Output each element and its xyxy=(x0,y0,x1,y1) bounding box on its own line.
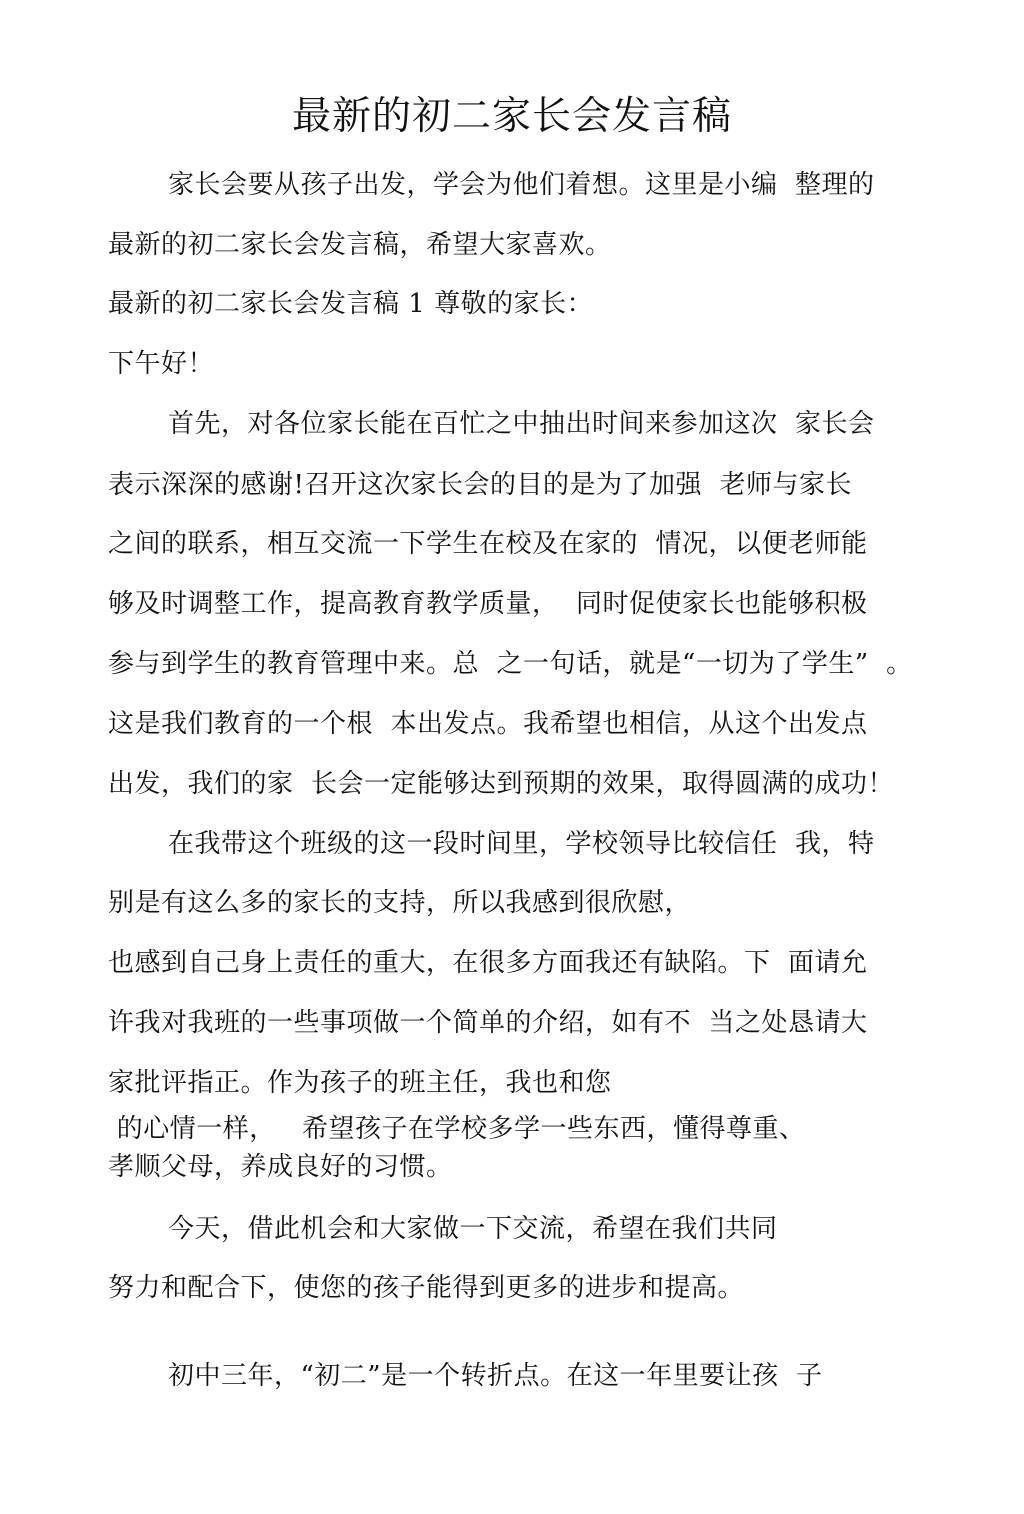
text-line: 初中三年，“初二”是一个转折点。在这一年里要让孩 子 xyxy=(168,1361,823,1391)
text-line: 的心情一样， 希望孩子在学校多学一些东西，懂得尊重、 xyxy=(108,1114,806,1144)
text-line: 家批评指正。作为孩子的班主任，我也和您 xyxy=(108,1068,612,1098)
text-line: 也感到自己身上责任的重大，在很多方面我还有缺陷。下 面请允 xyxy=(108,948,868,978)
text-line: 许我对我班的一些事项做一个简单的介绍，如有不 当之处恳请大 xyxy=(108,1008,868,1038)
text-line: 努力和配合下，使您的孩子能得到更多的进步和提高。 xyxy=(108,1273,745,1303)
text-line: 参与到学生的教育管理中来。总 之一句话，就是“一切为了学生” 。 xyxy=(108,649,913,679)
text-line: 最新的初二家长会发言稿，希望大家喜欢。 xyxy=(108,230,612,260)
text-line: 孝顺父母，养成良好的习惯。 xyxy=(108,1152,453,1182)
text-line: 够及时调整工作，提高教育教学质量， 同时促使家长也能够积极 xyxy=(108,589,868,619)
text-line: 别是有这么多的家长的支持，所以我感到很欣慰， xyxy=(108,888,692,918)
text-line: 今天，借此机会和大家做一下交流，希望在我们共同 xyxy=(168,1214,778,1244)
text-line: 表示深深的感谢!召开这次家长会的目的是为了加强 老师与家长 xyxy=(108,470,852,500)
text-line: 这是我们教育的一个根 本出发点。我希望也相信，从这个出发点 xyxy=(108,709,868,739)
text-line: 出发，我们的家 长会一定能够达到预期的效果，取得圆满的成功！ xyxy=(108,769,895,799)
text-line: 在我带这个班级的这一段时间里，学校领导比较信任 我，特 xyxy=(168,829,875,859)
text-line: 最新的初二家长会发言稿 1 尊敬的家长： xyxy=(108,289,594,319)
text-line: 下午好！ xyxy=(108,349,215,379)
text-line: 家长会要从孩子出发，学会为他们着想。这里是小编 整理的 xyxy=(168,170,875,200)
text-line: 之间的联系，相互交流一下学生在校及在家的 情况，以便老师能 xyxy=(108,529,868,559)
text-line: 首先，对各位家长能在百忙之中抽出时间来参加这次 家长会 xyxy=(168,409,875,439)
document-title: 最新的初二家长会发言稿 xyxy=(291,94,732,139)
